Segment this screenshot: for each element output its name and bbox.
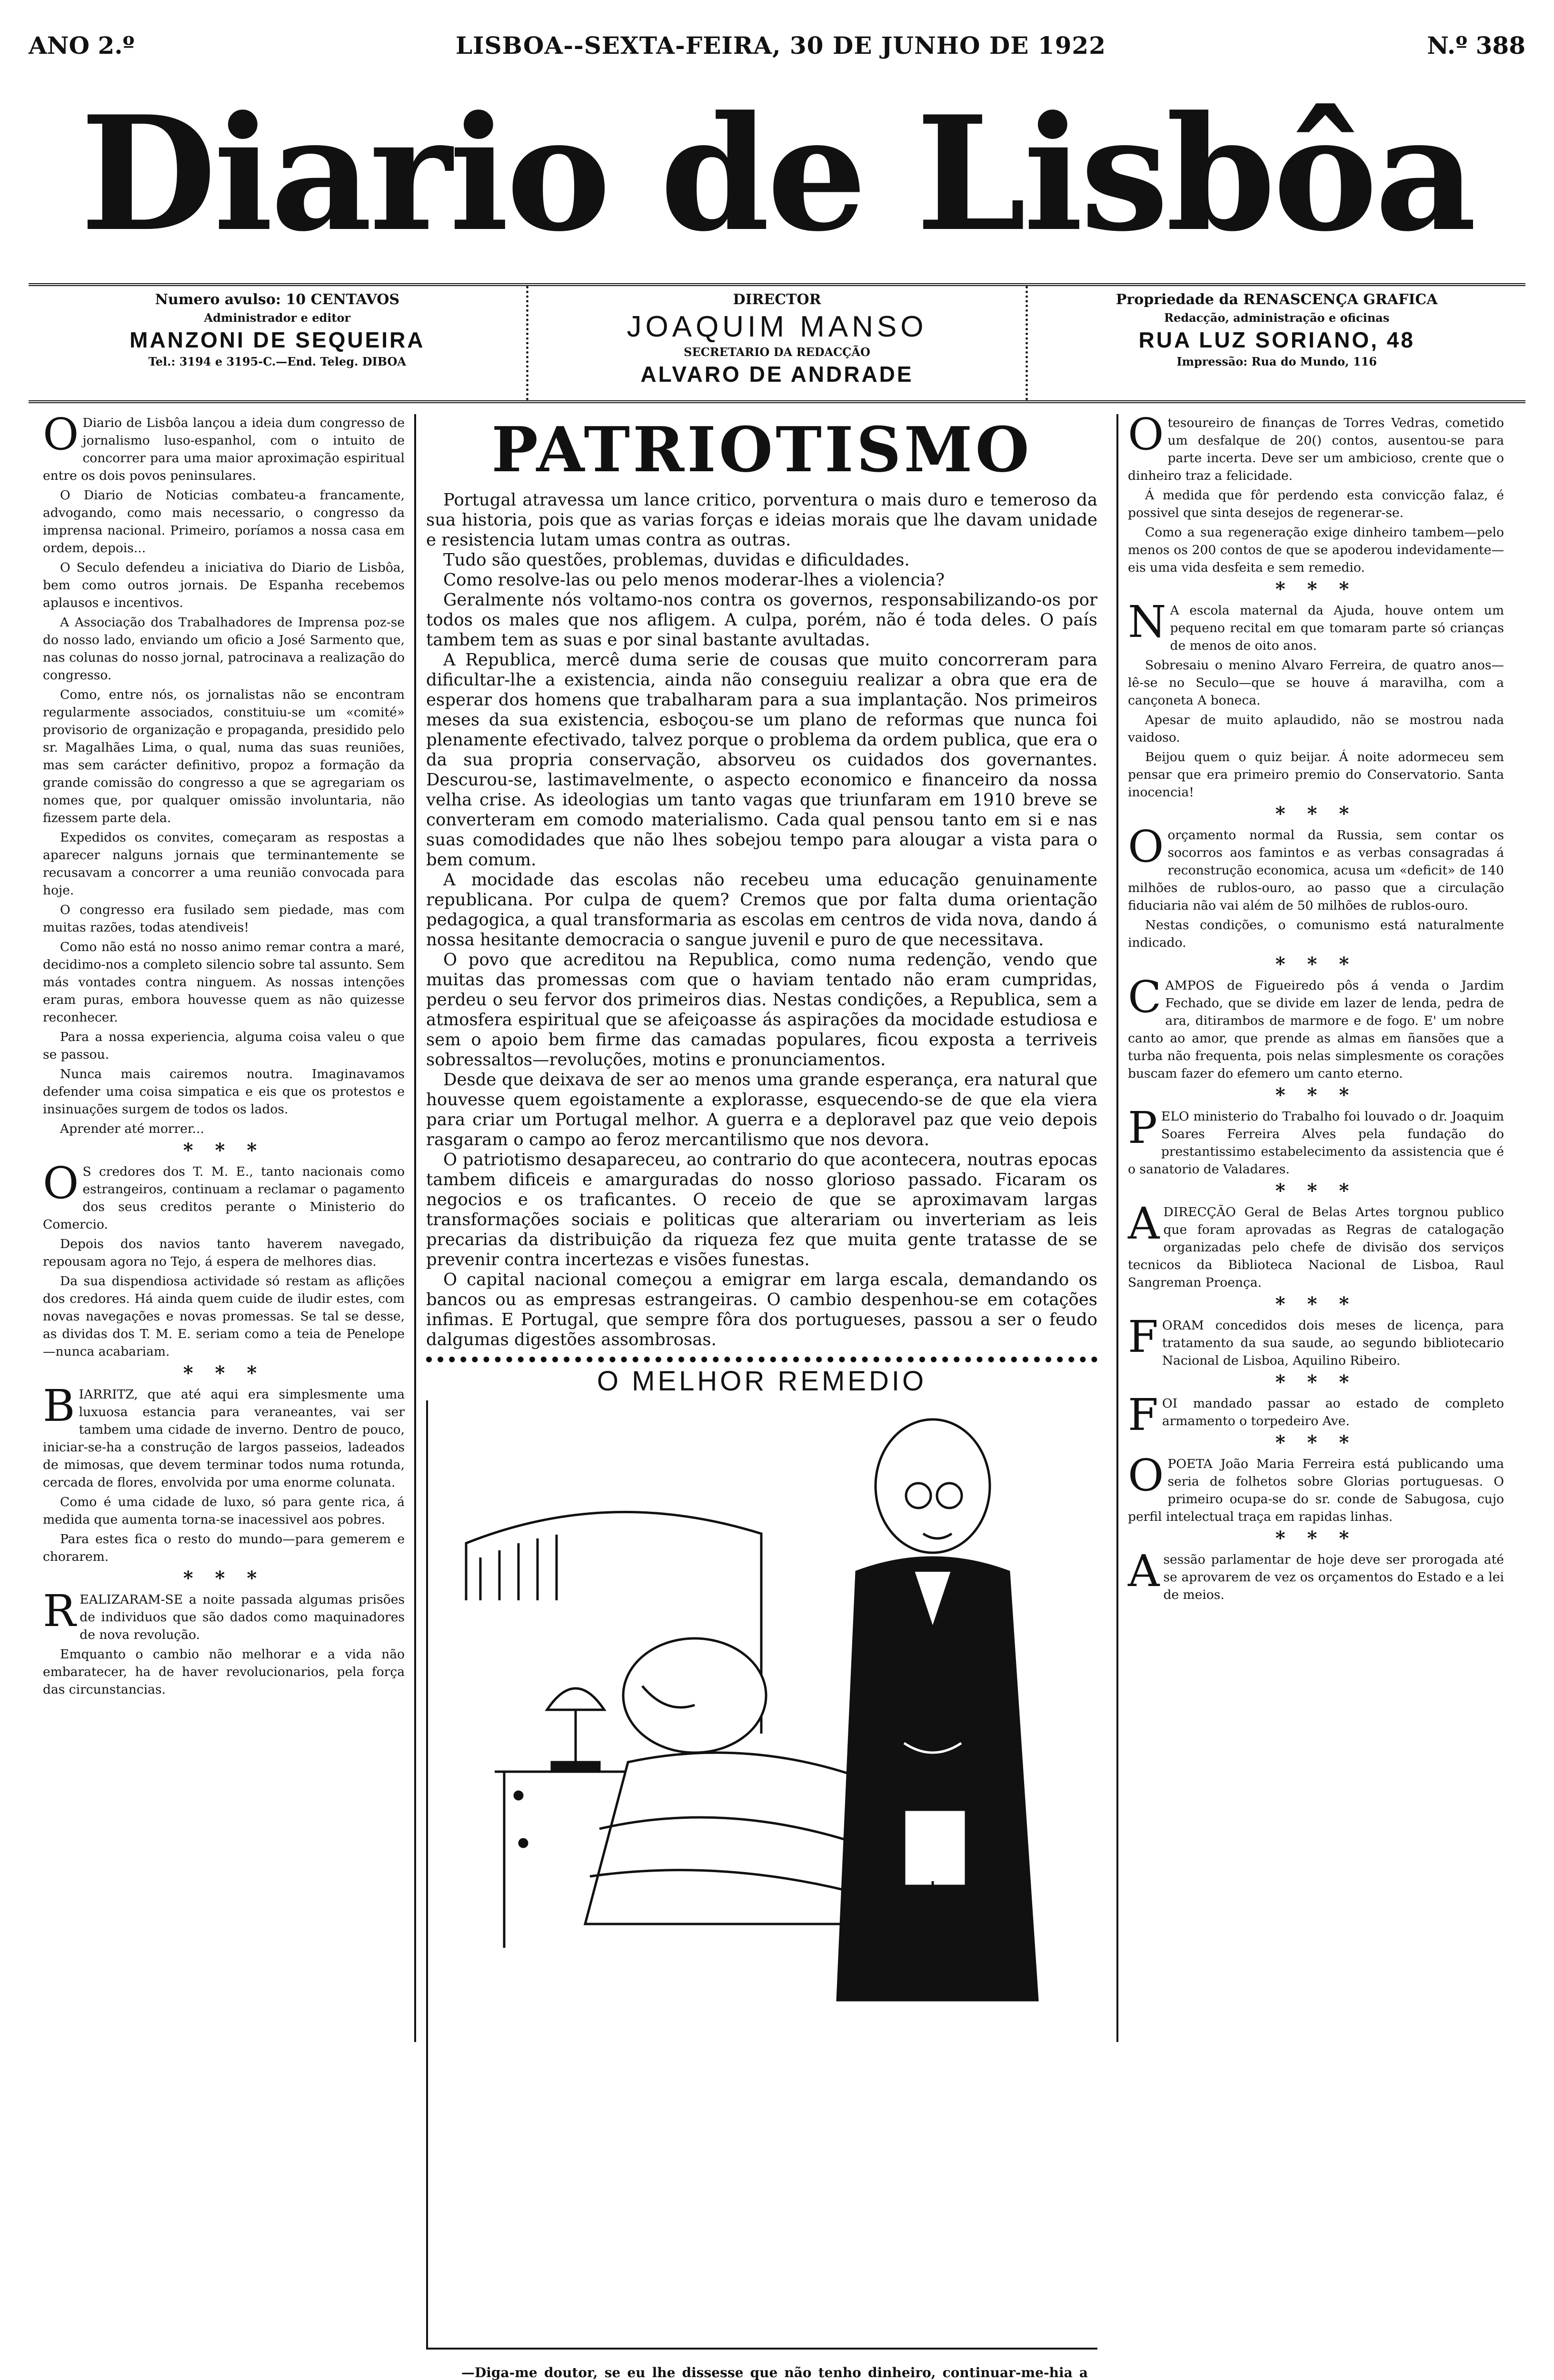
paragraph: Como, entre nós, os jornalistas não se encontram regularmente associados, constituiu-se um «comité» provisorio de organização e propaganda, presidido pelo sr. Magalhães Lima, o qual, numa das suas reuniões, mas sem carácter definitivo, propoz a formação da grande comissão do congresso a que se agregariam os nomes que, por qualquer omissão involuntaria, não fizessem parte dela. (43, 687, 405, 825)
paragraph: Aprender até morrer... (60, 1121, 204, 1136)
dropcap: O (1128, 1450, 1164, 1501)
paragraph: Á medida que fôr perdendo esta convicção falaz, é possivel que sinta desejos de regenerar-se. (1128, 488, 1504, 520)
dropcap: F (1128, 1311, 1158, 1362)
telephone: Tel.: 3194 e 3195-C.—End. Teleg. DIBOA (148, 355, 407, 368)
paragraph: Geralmente nós voltamo-nos contra os governos, responsabilizando-os por todos os males que nos afligem. A culpa, porém, não é toda deles. O país tambem tem as suas e por sinal bastante avultadas. (426, 590, 1097, 650)
paragraph: Da sua dispendiosa actividade só restam as aflições dos credores. Há ainda quem cuide de iludir estes, com novas navegações e novas promessas. Se tal se desse, as dividas dos T. M. E. seriam como a teia de Penelope —nunca acabariam. (43, 1274, 405, 1359)
paragraph: Sobresaiu o menino Alvaro Ferreira, de quatro anos—lê-se no Seculo—que se houve á maravilha, com a cançoneta A boneca. (1128, 658, 1504, 708)
separator-stars: * * * (1275, 578, 1357, 600)
paragraph: Nestas condições, o comunismo está naturalmente indicado. (1128, 918, 1504, 950)
cartoon-rule (426, 1357, 1097, 1362)
dropcap: A (1128, 1198, 1160, 1249)
owner: Propriedade da RENASCENÇA GRAFICA (1116, 291, 1438, 308)
paragraph: Para estes fica o resto do mundo—para gemerem e chorarem. (43, 1532, 405, 1564)
dropcap: A (1128, 1546, 1160, 1597)
cartoon-caption: —Diga-me doutor, se eu lhe dissesse que não tenho dinheiro, continuar-me-hia a (461, 2365, 1088, 2380)
paragraph: N A escola maternal da Ajuda, houve ontem um pequeno recital em que tomaram parte só crianças de menos de oito anos. (1128, 596, 1504, 653)
cartoon (426, 1400, 1097, 2380)
paragraph: Emquanto o cambio não melhorar e a vida não embaratecer, ha de haver revolucionarios, pela força das circunstancias. (43, 1647, 405, 1697)
dropcap: O (43, 409, 79, 460)
issue-year: ANO 2.º (29, 31, 135, 60)
paragraph: O Diario de Lisbôa lançou a ideia dum congresso de jornalismo luso-espanhol, com o intuito de concorrer para uma maior aproximação espiritual entre os dois povos peninsulares. (43, 409, 405, 483)
separator-stars: * * * (1275, 1527, 1357, 1549)
paragraph: OPOETA João Maria Ferreira está publicando uma seria de folhetos sobre Glorias portuguesas. O primeiro ocupa-se do sr. conde de Sabugosa, cujo perfil intelectual traça em rapidas linhas. (1128, 1450, 1504, 1524)
date-place: LISBOA--SEXTA-FEIRA, 30 DE JUNHO DE 1922 (456, 31, 1106, 60)
paragraph: Oorçamento normal da Russia, sem contar os socorros aos famintos e as verbas consagradas á reconstrução economica, acusa um «deficit» de 140 milhões de rublos-ouro, ao passo que a circulação fiduciaria não vai além de 50 milhões de rublos-ouro. (1128, 821, 1504, 913)
dropcap: F (1128, 1389, 1158, 1440)
dropcap: C (1128, 972, 1162, 1022)
paragraph: Depois dos navios tanto haverem navegado, repousam agora no Tejo, á espera de melhores dias. (43, 1237, 405, 1269)
page-body (43, 409, 1521, 2380)
separator-stars: * * * (1275, 803, 1357, 825)
dropcap: O (1128, 409, 1164, 460)
separator-stars: * * * (1275, 1431, 1357, 1454)
paragraph: Tudo são questões, problemas, duvidas e dificuldades. (443, 550, 910, 570)
separator-stars: * * * (183, 1567, 265, 1589)
secretary-label: SECRETARIO DA REDACÇÃO (684, 345, 870, 359)
admin-label: Administrador e editor (204, 311, 351, 325)
paragraph: Como a sua regeneração exige dinheiro tambem—pelo menos os 200 contos de que se apoderou indevidamente—eis uma vida desfeita e sem remedio. (1128, 525, 1504, 575)
paragraph: ADIRECÇÃO Geral de Belas Artes torgnou publico que foram aprovadas as Regras de catalogação organizadas pelo chefe de divisão dos serviços tecnicos da Biblioteca Nacional de Lisboa, Raul Sangreman Proença. (1128, 1198, 1504, 1290)
address: RUA LUZ SORIANO, 48 (1138, 327, 1415, 352)
paragraph: Desde que deixava de ser ao menos uma grande esperança, era natural que houvesse quem egoistamente a explorasse, esquecendo-se de que ela viera para criar um Portugal melhor. A guerra e a deploravel paz que veio depois rasgaram o campo ao feroz mercantilismo que nos devora. (426, 1070, 1097, 1150)
paragraph: REALIZARAM-SE a noite passada algumas prisões de individuos que são dados como maquinadores de nova revolução. (43, 1586, 405, 1642)
cartoon-illustration (428, 1400, 1095, 2010)
dropcap: O (43, 1158, 79, 1209)
separator-stars: * * * (183, 1139, 265, 1161)
paragraph: Como é uma cidade de luxo, só para gente rica, á medida que aumenta torna-se inacessivel aos pobres. (43, 1495, 405, 1527)
paragraph: Otesoureiro de finanças de Torres Vedras, cometido um desfalque de 20() contos, ausentou-se para parte incerta. Deve ser um ambicioso, crente que o dinheiro traz a felicidade. (1128, 409, 1504, 483)
printing: Impressão: Rua do Mundo, 116 (1176, 355, 1377, 368)
separator-stars: * * * (1275, 1180, 1357, 1202)
dropcap: N (1128, 596, 1166, 647)
cartoon-title: O MELHOR REMEDIO (597, 1366, 927, 1397)
issue-number: N.º 388 (1427, 31, 1525, 60)
paragraph: O povo que acreditou na Republica, como numa redenção, vendo que muitas das promessas com que o haviam tentado não eram cumpridas, perdeu o seu fervor dos primeiros dias. Nestas condições, a Republica, sem a atmosfera espiritual que se afeiçoasse ás aspirações da mocidade estudiosa e sem o apoio bem firme das camadas populares, ficou exposta a terriveis sobressaltos—revoluções, motins e pronunciamentos. (426, 950, 1097, 1070)
secretary-name: ALVARO DE ANDRADE (640, 362, 914, 387)
separator-stars: * * * (1275, 1371, 1357, 1393)
paragraph: O capital nacional começou a emigrar em larga escala, demandando os bancos ou as empresas estrangeiras. O cambio despenhou-se em cotações infimas. E Portugal, que sempre fôra dos portugueses, passou a ser o feudo dalgumas digestões assombrosas. (426, 1270, 1097, 1349)
offices-label: Redacção, administração e oficinas (1164, 311, 1390, 325)
director-name: JOAQUIM MANSO (627, 310, 927, 343)
editorial (426, 490, 1097, 1350)
banner-right (1026, 286, 1525, 400)
banner-center (526, 286, 1026, 400)
paragraph: A Republica, mercê duma serie de cousas que muito concorreram para dificultar-lhe a existencia, ainda não conseguiu realizar a obra que era de esperar dos homens que trabalharam para a sua implantação. Nos primeiros meses da sua existencia, esboçou-se um plano de reformas que nunca foi plenamente efectivado, talvez porque o problema da ordem publica, que era o da sua propria conservação, absorveu os cuidados dos governantes. Descurou-se, lastimavelmente, o aspecto economico e financeiro da nossa velha crise. As ideologias um tanto vagas que triunfaram em 1910 breve se converteram em comodo materialismo. Cada qual pensou tanto em si e nas suas comodidades que não lhes sobejou tempo para alougar a vista para o bem comum. (426, 650, 1097, 870)
separator-stars: * * * (183, 1362, 265, 1384)
director-label: DIRECTOR (733, 291, 821, 308)
dropcap: R (43, 1586, 76, 1636)
paragraph: FORAM concedidos dois meses de licença, para tratamento da sua saude, ao segundo bibliotecario Nacional de Lisboa, Aquilino Ribeiro. (1128, 1311, 1504, 1368)
headline: PATRIOTISMO (491, 413, 1032, 486)
paragraph: O congresso era fusilado sem piedade, mas com muitas razões, todas atendiveis! (43, 902, 405, 935)
paragraph: Nunca mais cairemos noutra. Imaginavamos defender uma coisa simpatica e eis que os protestos e insinuações surgem de todos os lados. (43, 1067, 405, 1117)
center-column (426, 413, 1097, 2380)
separator-stars: * * * (1275, 1293, 1357, 1315)
dropcap: B (43, 1380, 75, 1431)
masthead (0, 71, 1554, 276)
paragraph: PELO ministerio do Trabalho foi louvado o dr. Joaquim Soares Ferreira Alves pela fundação do prestantissimo estabelecimento da assistencia que é o sanatorio de Valadares. (1128, 1102, 1504, 1177)
paragraph: BIARRITZ, que até aqui era simplesmente uma luxuosa estancia para veraneantes, vai ser tambem uma cidade de inverno. Dentro de pouco, iniciar-se-ha a construção de largos passeios, ladeados de mimosas, que devem terminar todos numa rotunda, cercada de flores, envolvida por uma enorme colunata. (43, 1380, 405, 1490)
paragraph: Como não está no nosso animo remar contra a maré, decidimo-nos a completo silencio sobre tal assunto. Sem más vontades contra ninguem. As nossas intenções eram puras, embora houvesse quem as não quizesse reconhecer. (43, 940, 405, 1025)
paragraph: A mocidade das escolas não recebeu uma educação genuinamente republicana. Por culpa de quem? Cremos que por falta duma orientação pedagogica, a qual transformaria as escolas em centros de vida nova, dando á nossa hesitante democracia o sangue juvenil e puro de que necessitava. (426, 870, 1097, 950)
paragraph: O Seculo defendeu a iniciativa do Diario de Lisbôa, bem como outros jornais. De Espanha recebemos aplausos e incentivos. (43, 560, 405, 610)
price: Numero avulso: 10 CENTAVOS (155, 291, 400, 308)
separator-stars: * * * (1275, 953, 1357, 975)
paragraph: FOI mandado passar ao estado de completo armamento o torpedeiro Ave. (1128, 1389, 1504, 1440)
dateline (29, 29, 1525, 62)
right-column (1116, 409, 1504, 2042)
paragraph: O patriotismo desapareceu, ao contrario do que acontecera, noutras epocas tambem dificeis e amarguradas do nosso glorioso passado. Ficaram os negocios e os traficantes. O receio de que se aproximavam largas transformações sociais e politicas que alterariam ou inverteriam as leis precarias da distribuição da riqueza fez que muita gente tratasse de se prevenir contra incertezas e visões funestas. (426, 1150, 1097, 1269)
left-column (43, 409, 416, 2042)
separator-stars: * * * (1275, 1084, 1357, 1106)
dropcap: P (1128, 1102, 1157, 1153)
paragraph: A Associação dos Trabalhadores de Imprensa poz-se do nosso lado, enviando um oficio a José Sarmento que, nas colunas do nosso jornal, patrocinava a realização do congresso. (43, 615, 405, 683)
paragraph: Como resolve-las ou pelo menos moderar-lhes a violencia? (443, 570, 945, 590)
paragraph: Portugal atravessa um lance critico, porventura o mais duro e temeroso da sua historia, pois que as varias forças e ideias morais que lhe davam unidade e resistencia lutam umas contra as outras. (426, 490, 1097, 550)
paragraph: Beijou quem o quiz beijar. Á noite adormeceu sem pensar que era primeiro premio do Conservatorio. Santa inocencia! (1128, 750, 1504, 800)
banner (29, 283, 1525, 403)
admin-name: MANZONI DE SEQUEIRA (130, 327, 425, 352)
paragraph: Apesar de muito aplaudido, não se mostrou nada vaidoso. (1128, 713, 1504, 745)
paragraph: O Diario de Noticias combateu-a francamente, advogando, como mais necessario, o congresso da imprensa nacional. Primeiro, poríamos a nossa casa em ordem, depois... (43, 488, 405, 555)
paragraph: O S credores dos T. M. E., tanto nacionais como estrangeiros, continuam a reclamar o pagamento dos seus creditos perante o Ministerio do Comercio. (43, 1158, 405, 1232)
paragraph: Expedidos os convites, começaram as respostas a aparecer nalguns jornais que terminantemente se recusavam a concorrer a uma reunião convocada para hoje. (43, 830, 405, 898)
paragraph: Asessão parlamentar de hoje deve ser prorogada até se aprovarem de vez os orçamentos do Estado e a lei de meios. (1128, 1546, 1504, 1602)
banner-left (29, 286, 526, 400)
dropcap: O (1128, 821, 1164, 872)
paragraph: Para a nossa experiencia, alguma coisa valeu o que se passou. (43, 1030, 405, 1062)
paragraph: CAMPOS de Figueiredo pôs á venda o Jardim Fechado, que se divide em lazer de lenda, pedra de ara, ditirambos de marmore e de fogo. E' um nobre canto ao amor, que prende as almas em ñansões que a turba não frequenta, pois nelas simplesmente os corações buscam fazer do efemero um canto eterno. (1128, 972, 1504, 1081)
newspaper-title: Diario de Lisbôa (80, 81, 1474, 266)
